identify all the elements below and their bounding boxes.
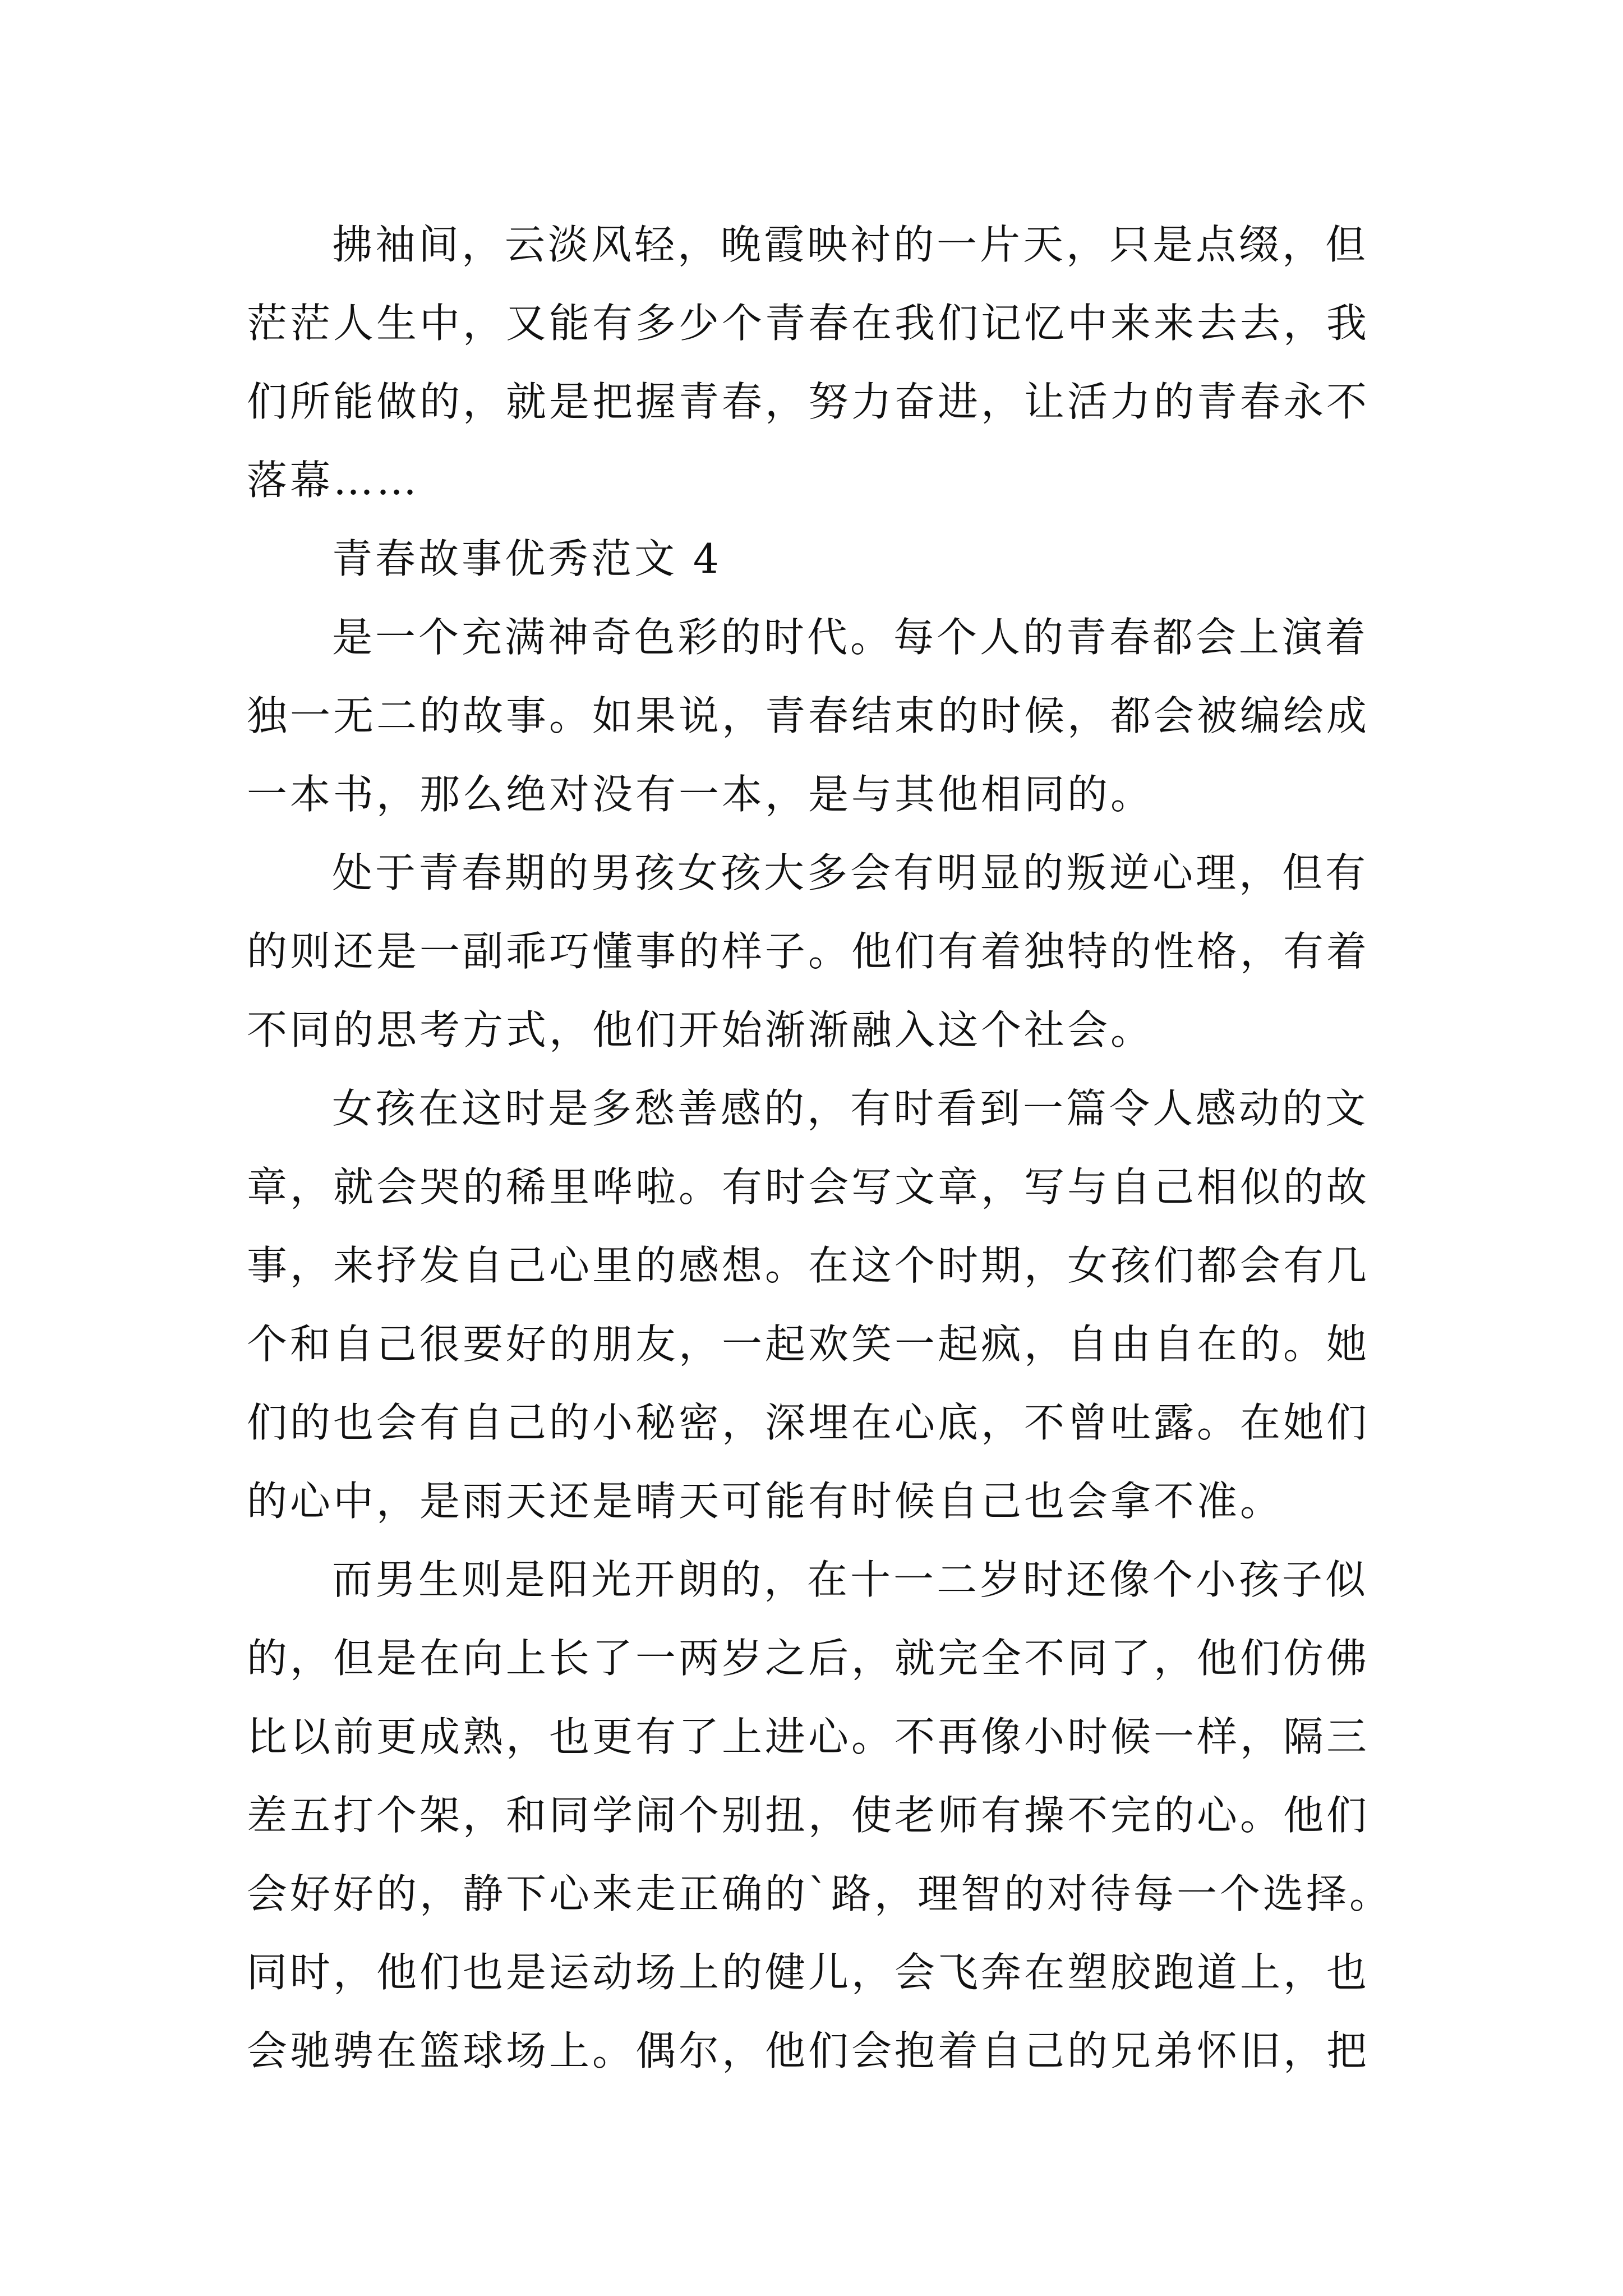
paragraph-5-line-2: 的，但是在向上长了一两岁之后，就完全不同了，他们仿佛 — [247, 1635, 1370, 1682]
paragraph-4-line-4: 个和自己很要好的朋友，一起欢笑一起疯，自由自在的。她 — [247, 1320, 1370, 1368]
paragraph-1-line-2: 茫茫人生中，又能有多少个青春在我们记忆中来来去去，我 — [247, 300, 1370, 347]
paragraph-4-line-5: 们的也会有自己的小秘密，深埋在心底，不曾吐露。在她们 — [247, 1399, 1370, 1446]
paragraph-5-line-7: 会驰骋在篮球场上。偶尔，他们会抱着自己的兄弟怀旧，把 — [247, 2027, 1370, 2074]
paragraph-2-line-3: 一本书，那么绝对没有一本，是与其他相同的。 — [247, 771, 1154, 818]
paragraph-3-line-3: 不同的思考方式，他们开始渐渐融入这个社会。 — [247, 1006, 1154, 1053]
paragraph-3-line-1: 处于青春期的男孩女孩大多会有明显的叛逆心理，但有 — [332, 849, 1369, 896]
paragraph-5-line-3: 比以前更成熟，也更有了上进心。不再像小时候一样，隔三 — [247, 1713, 1370, 1760]
paragraph-1-line-3: 们所能做的，就是把握青春，努力奋进，让活力的青春永不 — [247, 378, 1370, 425]
paragraph-4-line-6: 的心中，是雨天还是晴天可能有时候自己也会拿不准。 — [247, 1478, 1284, 1525]
paragraph-2-line-2: 独一无二的故事。如果说，青春结束的时候，都会被编绘成 — [247, 692, 1370, 739]
paragraph-5-line-1: 而男生则是阳光开朗的，在十一二岁时还像个小孩子似 — [332, 1556, 1369, 1603]
paragraph-5-line-5: 会好好的，静下心来走正确的`路，理智的对待每一个选择。 — [247, 1870, 1393, 1917]
paragraph-4-line-1: 女孩在这时是多愁善感的，有时看到一篇令人感动的文 — [332, 1085, 1369, 1132]
paragraph-1-line-4: 落幕…… — [247, 457, 420, 504]
section-heading: 青春故事优秀范文 4 — [332, 535, 722, 582]
paragraph-5-line-4: 差五打个架，和同学闹个别扭，使老师有操不完的心。他们 — [247, 1792, 1370, 1839]
paragraph-3-line-2: 的则还是一副乖巧懂事的样子。他们有着独特的性格，有着 — [247, 928, 1370, 975]
paragraph-5-line-6: 同时，他们也是运动场上的健儿，会飞奔在塑胶跑道上，也 — [247, 1949, 1370, 1996]
paragraph-4-line-2: 章，就会哭的稀里哗啦。有时会写文章，写与自己相似的故 — [247, 1163, 1370, 1211]
paragraph-4-line-3: 事，来抒发自己心里的感想。在这个时期，女孩们都会有几 — [247, 1242, 1370, 1289]
paragraph-2-line-1: 是一个充满神奇色彩的时代。每个人的青春都会上演着 — [332, 614, 1369, 661]
paragraph-1-line-1: 拂袖间，云淡风轻，晚霞映衬的一片天，只是点缀，但 — [332, 221, 1369, 268]
